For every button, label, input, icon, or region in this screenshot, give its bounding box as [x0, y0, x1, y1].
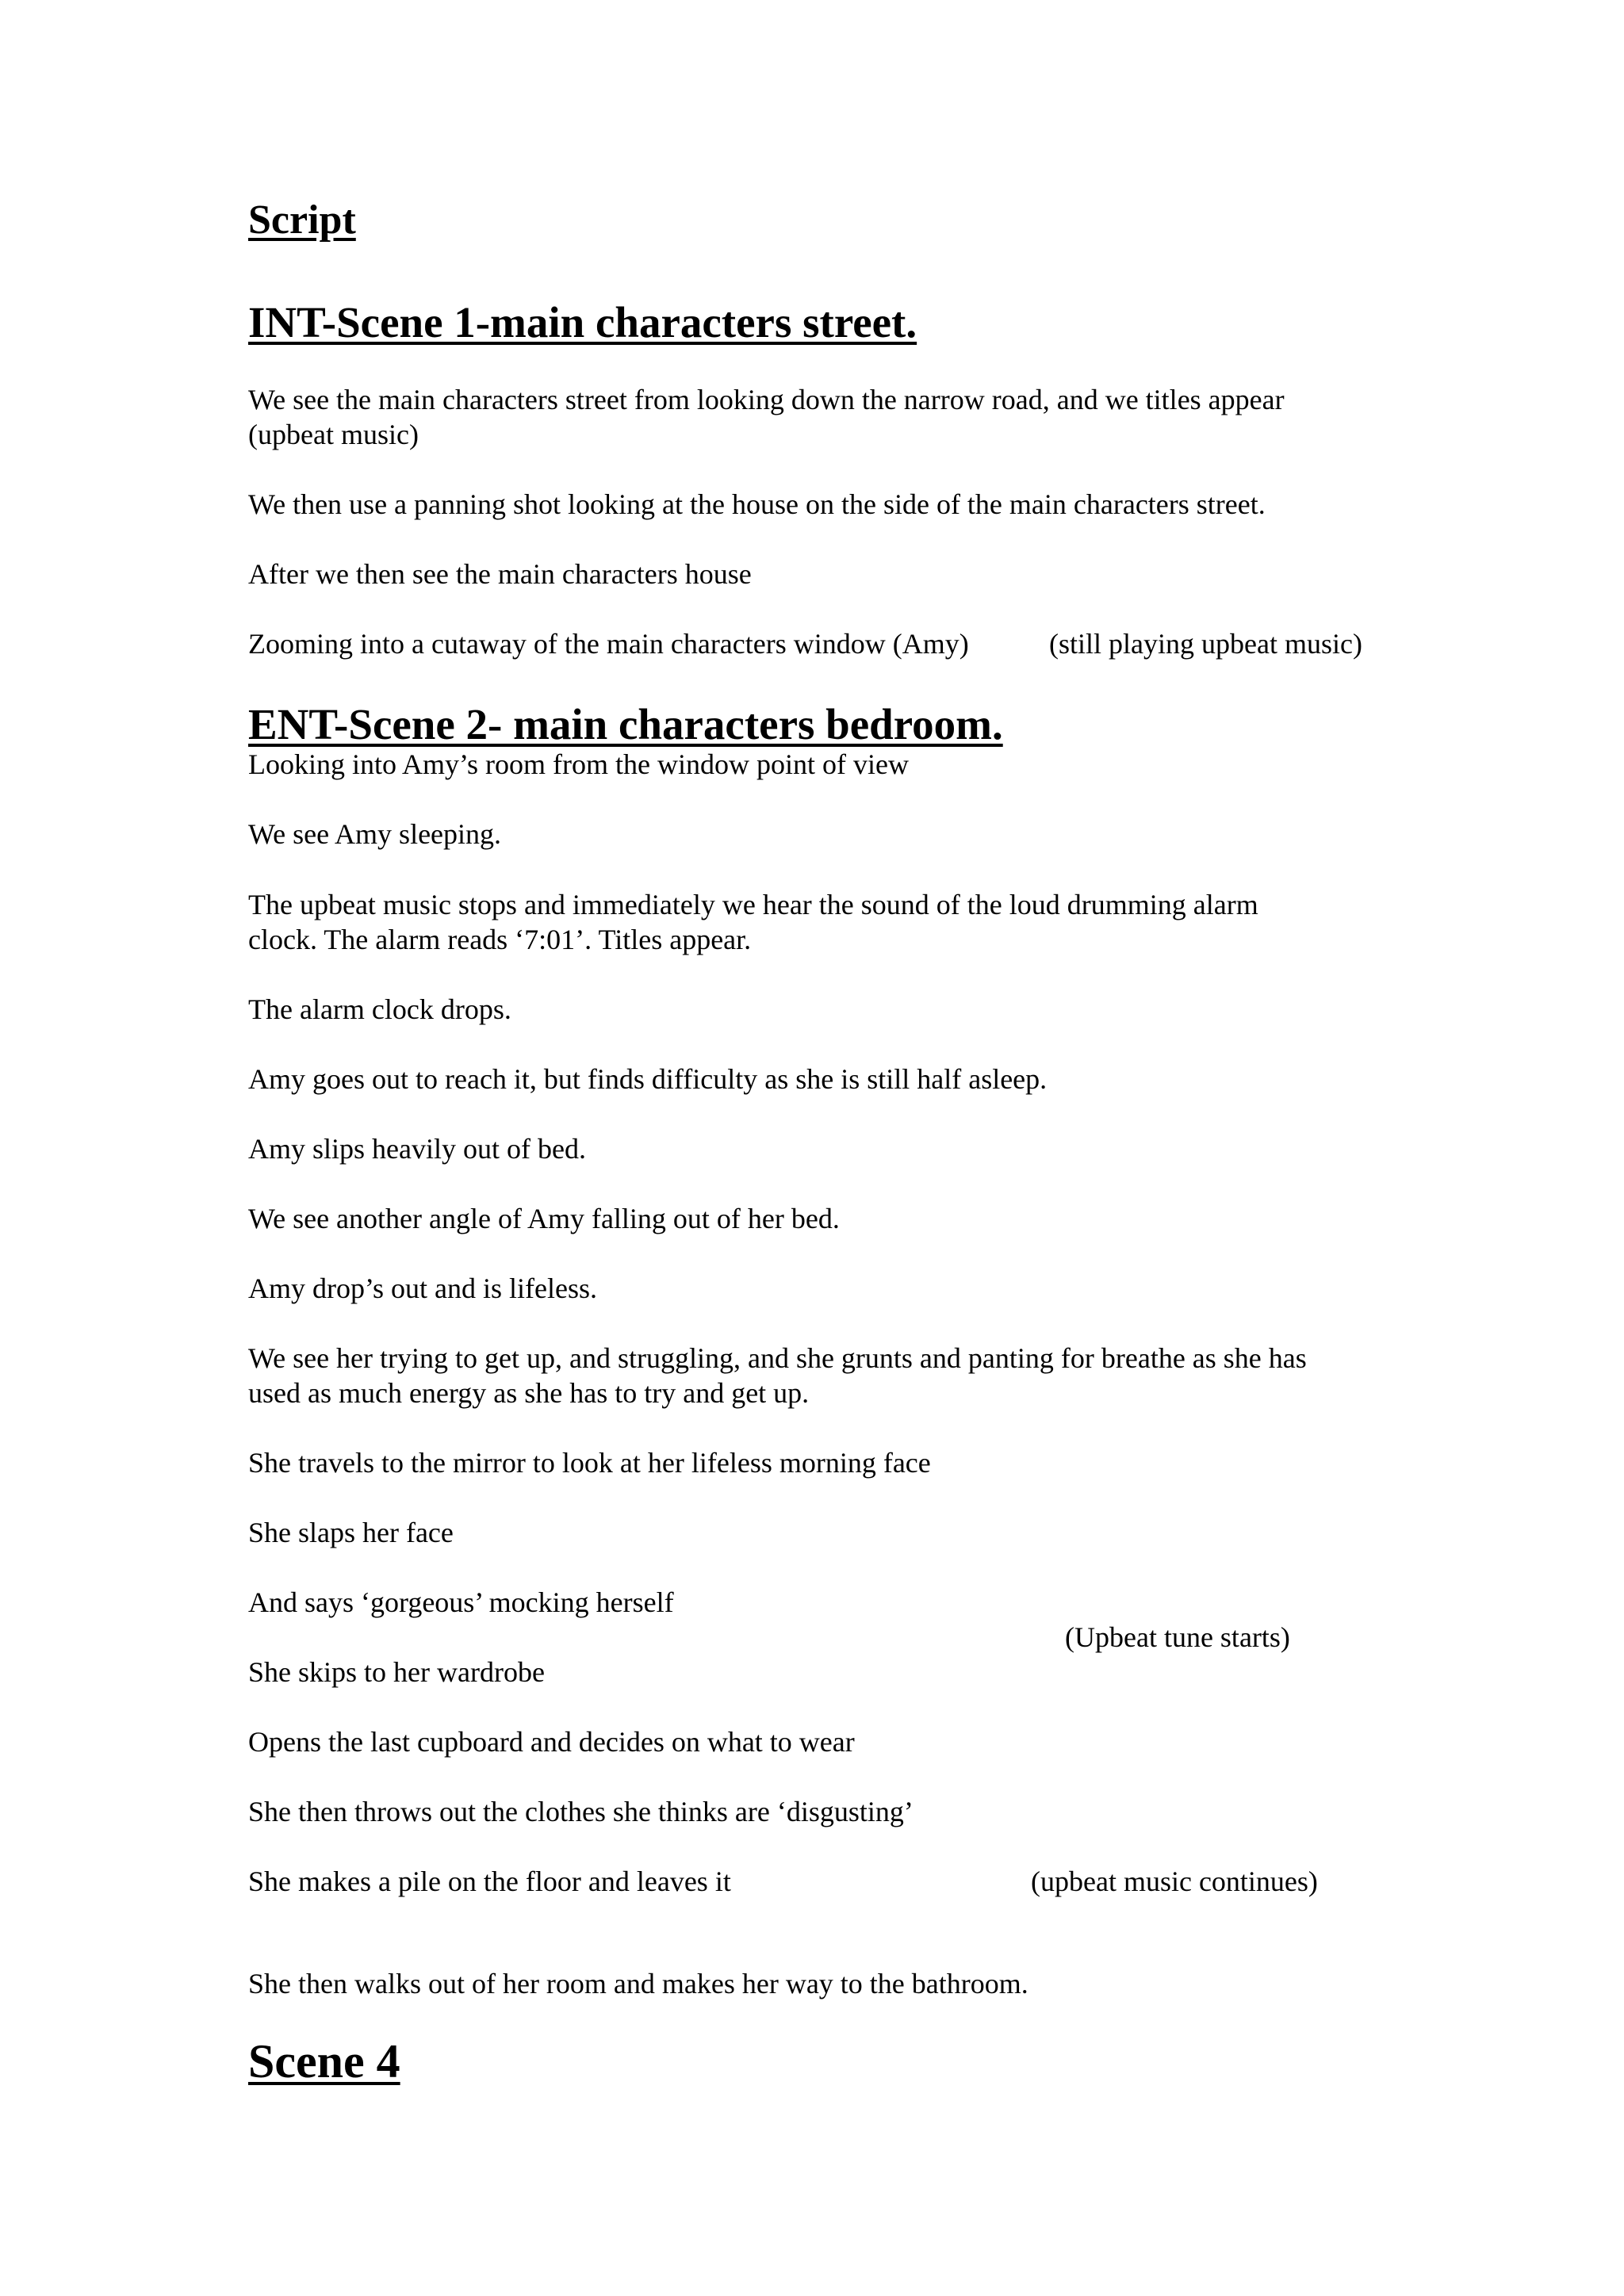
scene-2-line: She then walks out of her room and makes her way to the bathroom. [248, 1968, 1028, 1999]
scene-2-line: She makes a pile on the floor and leaves it [248, 1866, 731, 1897]
scene-2-line: We see Amy sleeping. [248, 818, 502, 850]
scene-2-line: She skips to her wardrobe [248, 1656, 545, 1688]
scene-2-line: used as much energy as she has to try and get up. [248, 1377, 810, 1409]
scene-4-heading: Scene 4 [248, 2035, 400, 2087]
upbeat-tune-note: (Upbeat tune starts) [1065, 1621, 1290, 1653]
scene-2-line: Opens the last cupboard and decides on what to wear [248, 1726, 855, 1758]
scene-2-line: We see another angle of Amy falling out of her bed. [248, 1203, 840, 1234]
scene-2-line: Looking into Amy’s room from the window point of view [248, 748, 909, 780]
scene-2-line: Amy drop’s out and is lifeless. [248, 1272, 597, 1304]
scene-1-paragraph-3: After we then see the main characters house [248, 558, 752, 590]
scene-2-line: The alarm clock drops. [248, 993, 511, 1025]
scene-2-line: We see her trying to get up, and struggling, and she grunts and panting for breathe as she has [248, 1342, 1307, 1374]
scene-1-paragraph-1-line-2: (upbeat music) [248, 419, 419, 450]
scene-1-music-note: (still playing upbeat music) [1049, 628, 1362, 660]
scene-2-line: The upbeat music stops and immediately we hear the sound of the loud drumming alarm [248, 889, 1258, 920]
document-title: Script [248, 197, 356, 243]
scene-2-line: clock. The alarm reads ‘7:01’. Titles appear. [248, 924, 752, 955]
scene-2-line: She then throws out the clothes she thinks are ‘disgusting’ [248, 1796, 914, 1827]
scene-1-paragraph-2: We then use a panning shot looking at the house on the side of the main characters street. [248, 488, 1266, 520]
scene-2-line: Amy slips heavily out of bed. [248, 1133, 586, 1165]
music-continues-note: (upbeat music continues) [1031, 1866, 1318, 1897]
scene-2-line: And says ‘gorgeous’ mocking herself [248, 1586, 674, 1618]
scene-2-line: Amy goes out to reach it, but finds difficulty as she is still half asleep. [248, 1063, 1048, 1095]
scene-1-paragraph-4: Zooming into a cutaway of the main characters window (Amy) [248, 628, 969, 660]
scene-1-heading: INT-Scene 1-main characters street. [248, 298, 917, 346]
scene-2-heading: ENT-Scene 2- main characters bedroom. [248, 700, 1003, 748]
scene-2-line: She travels to the mirror to look at her lifeless morning face [248, 1447, 931, 1479]
scene-1-paragraph-1-line-1: We see the main characters street from looking down the narrow road, and we titles appear [248, 384, 1285, 415]
scene-2-line: She slaps her face [248, 1517, 454, 1548]
